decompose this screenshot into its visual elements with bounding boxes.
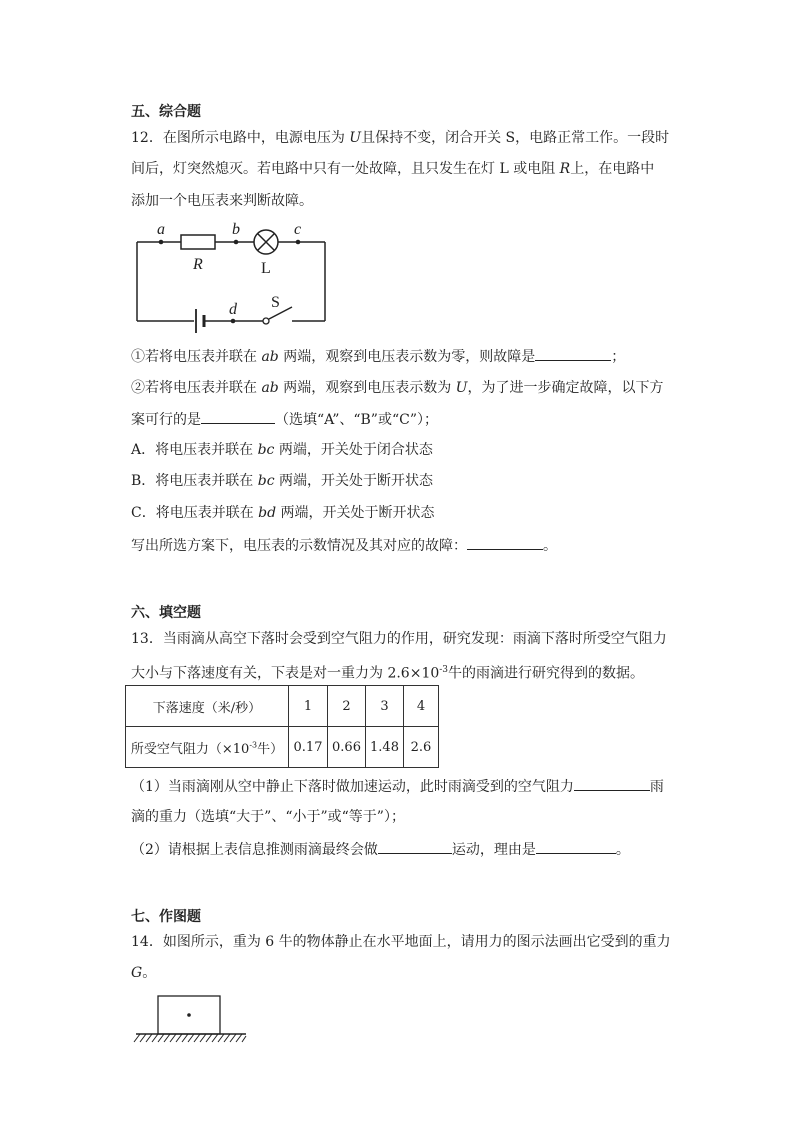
q14-line-1: 14．如图所示，重为 6 牛的物体静止在水平地面上，请用力的图示法画出它受到的重力 <box>131 934 671 950</box>
section-title-7: 七、作图题 <box>131 909 201 925</box>
q13-text: 牛的雨滴进行研究得到的数据。 <box>448 665 645 682</box>
ground-hatching <box>134 1034 246 1042</box>
q13-line-1: 13．当雨滴从高空下落时会受到空气阻力的作用，研究发现：雨滴下落时所受空气阻力 <box>131 631 667 647</box>
q13-text: 大小与下落速度有关，下表是对一重力为 2.6×10 <box>131 665 440 682</box>
label-R: R <box>193 256 203 273</box>
label-d: d <box>229 301 237 318</box>
var-R: R <box>559 161 571 177</box>
option-text: B．将电压表并联在 <box>131 473 258 489</box>
var-bd: bd <box>258 505 277 521</box>
q13-sub-1b: 滴的重力（选填“大于”、“小于”或“等于”）； <box>131 809 405 825</box>
label-L: L <box>261 260 271 277</box>
q12-text: 12．在图所示电路中，电源电压为 <box>131 130 350 146</box>
option-text: A．将电压表并联在 <box>131 442 258 458</box>
option-text: 两端，开关处于断开状态 <box>276 505 435 521</box>
option-text: 两端，开关处于闭合状态 <box>274 442 433 458</box>
table-cell: 1 <box>289 686 328 727</box>
table-cell-text: 所受空气阻力（×10 <box>130 741 250 757</box>
table-cell: 0.66 <box>328 727 366 768</box>
q12-text: 上，在电路中 <box>570 161 655 177</box>
table-cell: 4 <box>404 686 439 727</box>
q12-text: 间后，灯突然熄灭。若电路中只有一处故障，且只发生在灯 L 或电阻 <box>131 161 560 177</box>
section-title-5: 五、综合题 <box>131 104 201 120</box>
q12-text: ①若将电压表并联在 <box>131 349 262 365</box>
q12-text: 案可行的是 <box>131 412 201 428</box>
q12-text: 两端，观察到电压表示数为 <box>278 380 456 396</box>
superscript: -3 <box>439 665 449 675</box>
label-c: c <box>294 221 302 238</box>
q13-text: 运动，理由是 <box>451 842 536 858</box>
q12-text: 写出所选方案下，电压表的示数情况及其对应的故障： <box>131 538 467 554</box>
q14-text: 。 <box>142 965 157 981</box>
q12-text: 。 <box>543 538 557 554</box>
var-ab: ab <box>261 349 279 365</box>
table-cell-text: 牛） <box>257 741 284 757</box>
table-cell: 0.17 <box>289 727 328 768</box>
label-b: b <box>232 221 240 238</box>
label-S: S <box>271 294 280 311</box>
option-text: 两端，开关处于断开状态 <box>274 473 434 489</box>
var-G: G <box>131 965 143 981</box>
center-of-gravity-dot <box>187 1013 191 1017</box>
q12-text: ； <box>611 349 626 365</box>
label-a: a <box>157 221 165 238</box>
q12-line-3: 添加一个电压表来判断故障。 <box>131 193 313 209</box>
q12-text: 且保持不变，闭合开关 S，电路正常工作。一段时 <box>361 130 670 146</box>
q13-text: （2）请根据上表信息推测雨滴最终会做 <box>131 842 378 858</box>
q12-text: 两端，观察到电压表示数为零，则故障是 <box>278 349 536 365</box>
q13-text: （1）当雨滴刚从空中静止下落时做加速运动，此时雨滴受到的空气阻力 <box>131 779 574 795</box>
superscript: -3 <box>249 740 258 750</box>
option-text: C．将电压表并联在 <box>131 505 259 521</box>
q12-text: ，为了进一步确定故障，以下方 <box>467 380 664 396</box>
q12-text: （选填“A”、“B”或“C”）； <box>275 412 438 428</box>
table-cell: 2.6 <box>404 727 439 768</box>
var-bc: bc <box>257 442 275 458</box>
q13-text: 。 <box>615 842 630 858</box>
section-title-6: 六、填空题 <box>131 605 201 621</box>
var-U: U <box>455 380 468 396</box>
table-cell: 1.48 <box>366 727 404 768</box>
q12-text: ②若将电压表并联在 <box>131 380 262 396</box>
table-cell: 3 <box>366 686 404 727</box>
var-bc: bc <box>257 473 275 489</box>
q13-text: 雨 <box>649 779 664 795</box>
table-cell: 下落速度（米/秒） <box>126 686 289 727</box>
var-ab: ab <box>261 380 279 396</box>
var-U: U <box>349 130 362 146</box>
table-cell: 2 <box>328 686 366 727</box>
